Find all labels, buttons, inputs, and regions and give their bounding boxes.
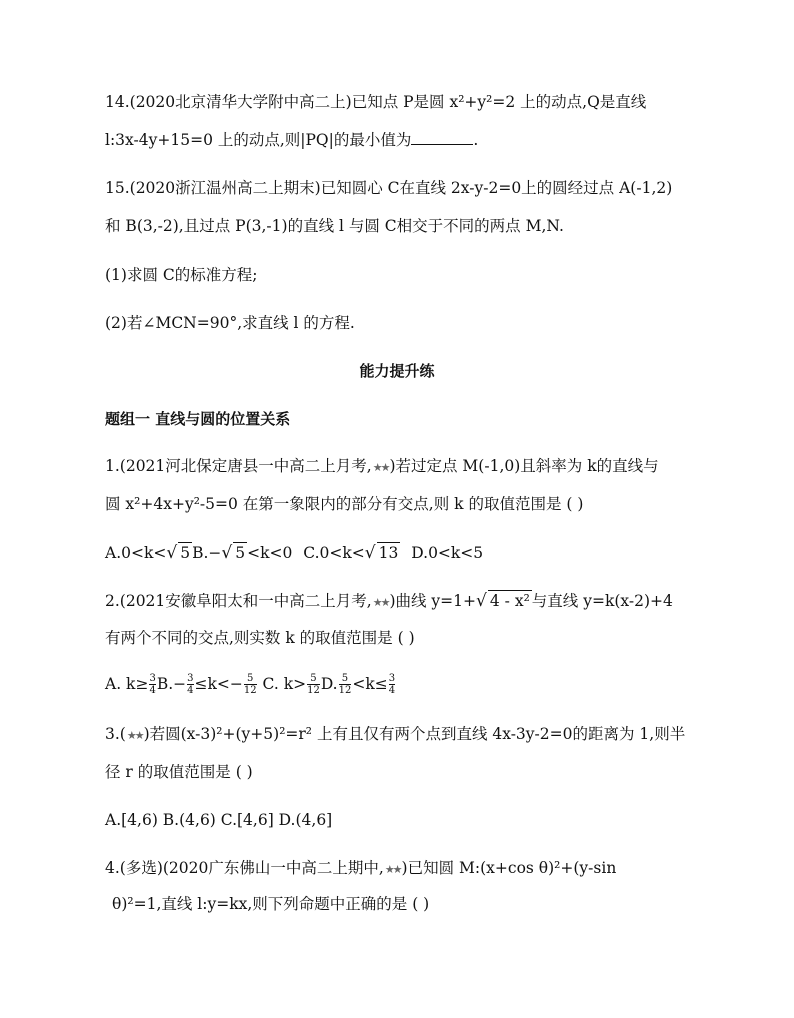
q15-line1: 15.(2020浙江温州高二上期末)已知圆心 C在直线 2x-y-2=0上的圆经过点 A(-1,2) bbox=[105, 179, 673, 197]
q14-line2-end: . bbox=[473, 131, 479, 149]
sqrt-icon: √ bbox=[221, 543, 233, 563]
q3-line2: 径 r 的取值范围是 ( ) bbox=[105, 763, 253, 781]
q1-line1-post: )若过定点 M(-1,0)且斜率为 k的直线与 bbox=[389, 457, 659, 475]
sqrt-icon: √ bbox=[476, 591, 487, 611]
q1-option-d: D.0<k<5 bbox=[411, 544, 484, 562]
q2-line1-mid: )曲线 y=1+ bbox=[389, 592, 477, 610]
fraction: $\frac{3}{4}$ bbox=[388, 673, 396, 696]
q2-option-b-mid: ≤k<− bbox=[194, 675, 243, 693]
q2-line1-pre: 2.(2021安徽阜阳太和一中高二上月考, bbox=[105, 592, 372, 610]
fraction: $\frac{5}{12}$ bbox=[243, 673, 257, 696]
q1-option-b-rest: <k<0 bbox=[247, 544, 293, 562]
q4-line2: θ)²=1,直线 l:y=kx,则下列命题中正确的是 ( ) bbox=[112, 895, 430, 913]
q1-option-c-radicand: 13 bbox=[378, 544, 399, 562]
difficulty-star-icon: ★★ bbox=[384, 863, 401, 876]
group-title: 题组一 直线与圆的位置关系 bbox=[105, 410, 291, 428]
q3-line1-post: )若圆(x-3)²+(y+5)²=r² 上有且仅有两个点到直线 4x-3y-2=0的距离为 1,则半 bbox=[143, 725, 686, 743]
q14-line1: 14.(2020北京清华大学附中高二上)已知点 P是圆 x²+y²=2 上的动点,Q是直线 bbox=[105, 93, 647, 111]
q1-option-b-radicand: 5 bbox=[235, 544, 246, 562]
q15-sub1: (1)求圆 C的标准方程; bbox=[105, 266, 258, 284]
section-title: 能力提升练 bbox=[359, 362, 435, 380]
q1-line1 bbox=[105, 456, 659, 478]
q3-options: A.[4,6) B.(4,6) C.[4,6] D.(4,6] bbox=[105, 811, 333, 829]
q1-option-a-radicand: 5 bbox=[180, 544, 191, 562]
q15-sub2: (2)若∠MCN=90°,求直线 l 的方程. bbox=[105, 314, 355, 332]
fraction: $\frac{5}{12}$ bbox=[338, 673, 352, 696]
fraction: $\frac{3}{4}$ bbox=[187, 673, 194, 696]
q2-option-b: B.− bbox=[156, 675, 187, 693]
q2-option-d-mid: <k≤ bbox=[352, 675, 388, 693]
q4-line1 bbox=[105, 858, 616, 880]
fraction: $\frac{3}{4}$ bbox=[149, 673, 156, 696]
q1-option-c: C.0<k< bbox=[303, 544, 365, 562]
q1-option-a: A.0<k< bbox=[105, 544, 167, 562]
q4-line1-post: )已知圆 M:(x+cos θ)²+(y-sin bbox=[401, 859, 617, 877]
q2-option-c: C. k> bbox=[262, 675, 307, 693]
difficulty-star-icon: ★★ bbox=[126, 729, 143, 742]
q2-line1 bbox=[105, 590, 673, 613]
q2-option-a: A. k≥ bbox=[105, 675, 149, 693]
q3-line1 bbox=[105, 724, 685, 746]
difficulty-star-icon: ★★ bbox=[372, 461, 389, 474]
q4-line1-pre: 4.(多选)(2020广东佛山一中高二上期中, bbox=[105, 859, 384, 877]
q2-options bbox=[105, 674, 396, 696]
q2-option-d: D. bbox=[320, 675, 338, 693]
difficulty-star-icon: ★★ bbox=[372, 596, 389, 609]
fraction: $\frac{5}{12}$ bbox=[307, 673, 320, 696]
q1-line2: 圆 x²+4x+y²-5=0 在第一象限内的部分有交点,则 k 的取值范围是 ( ) bbox=[105, 495, 584, 513]
q2-radicand: 4 - x² bbox=[489, 592, 530, 610]
q2-line1-post: 与直线 y=k(x-2)+4 bbox=[531, 592, 673, 610]
sqrt-icon: √ bbox=[364, 543, 376, 563]
sqrt-icon: √ bbox=[166, 543, 178, 563]
q14-line2-text: l:3x-4y+15=0 上的动点,则|PQ|的最小值为 bbox=[105, 131, 412, 149]
q2-line2: 有两个不同的交点,则实数 k 的取值范围是 ( ) bbox=[105, 629, 415, 647]
q15-line2: 和 B(3,-2),且过点 P(3,-1)的直线 l 与圆 C相交于不同的两点 M,N. bbox=[105, 217, 564, 235]
q14-line2 bbox=[105, 130, 478, 150]
q1-options bbox=[105, 542, 483, 563]
answer-blank bbox=[411, 130, 473, 145]
q1-option-b: B.− bbox=[192, 544, 222, 562]
q1-line1-pre: 1.(2021河北保定唐县一中高二上月考, bbox=[105, 457, 372, 475]
q3-line1-pre: 3.( bbox=[105, 725, 126, 743]
